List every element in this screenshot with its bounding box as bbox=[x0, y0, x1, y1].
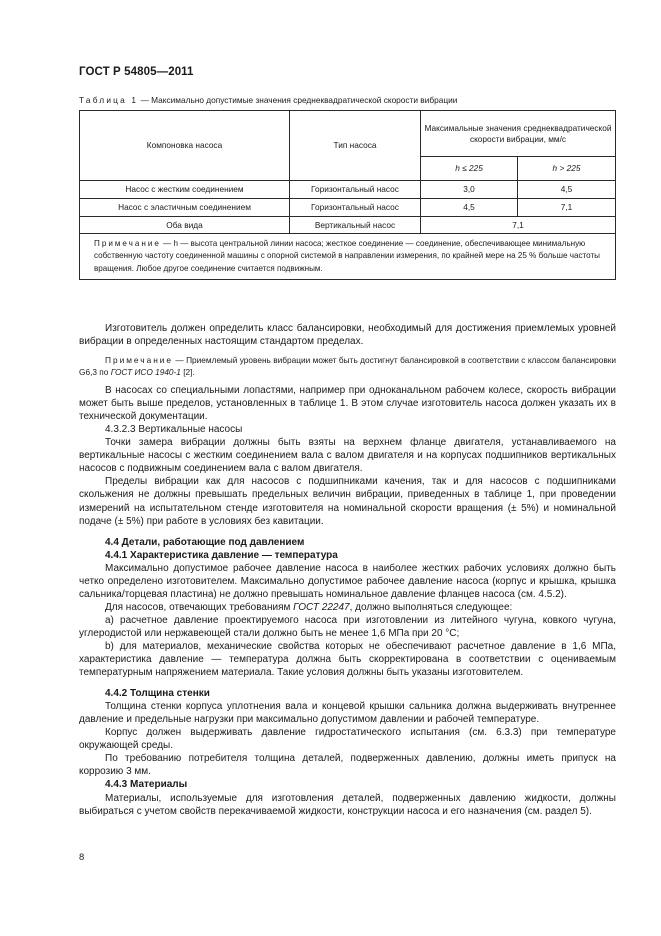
body-text bbox=[79, 322, 616, 818]
table-note-label: Примечание bbox=[94, 239, 161, 248]
cell-type: Горизонтальный насос bbox=[290, 181, 421, 199]
standard-header: ГОСТ Р 54805—2011 bbox=[79, 66, 194, 78]
paragraph: Толщина стенки корпуса уплотнения вала и концевой крышки сальника должна выдерживать внутреннее давление и предельные нагрузки при максимально допустимом давлении и рабочей температуре. bbox=[79, 701, 616, 726]
note-text-end: [2]. bbox=[180, 367, 195, 378]
table-caption-text: — Максимально допустимые значения среднеквадратической скорости вибрации bbox=[138, 95, 458, 105]
list-item: b) для материалов, механические свойства которых не обеспечивают расчетное давление в 1,6 МПа, характеристика давление — температура должна быть скорректирована в соответствии с оцениваемым температурным напряжением материала. Такие условия должны быть указаны изготовителем. bbox=[79, 640, 616, 679]
table-row bbox=[80, 217, 616, 234]
table-caption bbox=[79, 95, 457, 105]
paragraph: Пределы вибрации как для насосов с подшипниками качения, так и для насосов с подшипниками скольжения не должны превышать предельных величин вибрации, приведенных в таблице 1, при проведении измерений на испытательном стенде изготовителя на номинальной скорости вращения (± 5%) и номинальной подаче (± 5%) при работе в условиях без кавитации. bbox=[79, 476, 616, 527]
paragraph: Максимально допустимое рабочее давление насоса в наиболее жестких рабочих условиях должно быть четко определено изготовителем. Максимально допустимое рабочее давление насоса (корпус и крышка, крышка сальника/торцевая пластина) не должно превышать номинальное давление фланцев насоса (см. 4.5.2). bbox=[79, 562, 616, 600]
paragraph: Изготовитель должен определить класс балансировки, необходимый для достижения приемлемых уровней вибрации в определенных настоящим стандартом пределах. bbox=[79, 323, 616, 348]
paragraph: По требованию потребителя толщина деталей, подверженных давлению, должны иметь припуск на коррозию 3 мм. bbox=[79, 753, 616, 778]
cell-value-merged: 7,1 bbox=[421, 217, 616, 234]
vibration-table bbox=[79, 110, 616, 280]
note-text: — Приемлемый уровень вибрации может быть достигнут балансировкой в соответствии с классом балансировки G6,3 по bbox=[79, 355, 616, 378]
cell-layout: Насос с эластичным соединением bbox=[80, 199, 290, 217]
note-paragraph bbox=[79, 354, 616, 378]
note-label: Примечание bbox=[105, 355, 174, 366]
paragraph-reference: ГОСТ 22247 bbox=[293, 601, 350, 613]
cell-layout: Оба вида bbox=[80, 217, 290, 234]
cell-value-h-small: 4,5 bbox=[421, 199, 518, 217]
page-number: 8 bbox=[79, 852, 85, 863]
section-heading: 4.4.3 Материалы bbox=[105, 779, 188, 791]
table-caption-label: Таблица 1 bbox=[79, 95, 139, 105]
col-header-type: Тип насоса bbox=[290, 111, 421, 181]
subheader-h-large: h > 225 bbox=[518, 157, 616, 181]
paragraph: В насосах со специальными лопастями, например при одноканальном рабочем колесе, скорость вибрации может быть выше пределов, установленных в таблице 1. В этом случае изготовитель насоса должен указать их в технической документации. bbox=[79, 385, 616, 423]
list-item: a) расчетное давление проектируемого насоса при изготовлении из литейного чугуна, ковкого чугуна, углеродистой или нержавеющей стали должно быть не менее 1,6 МПа при 20 °С; bbox=[79, 614, 616, 639]
cell-value-h-large: 7,1 bbox=[518, 199, 616, 217]
section-heading: 4.4.2 Толщина стенки bbox=[105, 688, 210, 700]
cell-layout: Насос с жестким соединением bbox=[80, 181, 290, 199]
paragraph: Точки замера вибрации должны быть взяты на верхнем фланце двигателя, устанавливаемого на вертикальные насосы с жестким соединением вала с валом двигателя и на корпусах подшипников вертикальных насосов с подвижным соединением вала с валом двигателя. bbox=[79, 437, 616, 475]
paragraph: Материалы, используемые для изготовления деталей, подверженных давлению жидкости, должны выбираться с учетом свойств перекачиваемой жидкости, конструкции насоса и его назначения (см. раздел 5). bbox=[79, 792, 616, 817]
table-note bbox=[80, 234, 616, 280]
paragraph bbox=[79, 601, 616, 614]
paragraph: Корпус должен выдерживать давление гидростатического испытания (см. 6.3.3) при температуре окружающей среды. bbox=[79, 727, 616, 752]
section-heading: 4.4 Детали, работающие под давлением bbox=[105, 536, 305, 548]
paragraph-text-end: , должно выполняться следующее: bbox=[349, 601, 513, 613]
col-header-max: Максимальные значения среднеквадратической скорости вибрации, мм/с bbox=[421, 111, 616, 157]
table-row bbox=[80, 181, 616, 199]
cell-type: Вертикальный насос bbox=[290, 217, 421, 234]
note-reference: ГОСТ ИСО 1940-1 bbox=[110, 367, 181, 378]
table-row bbox=[80, 199, 616, 217]
cell-value-h-small: 3,0 bbox=[421, 181, 518, 199]
cell-type: Горизонтальный насос bbox=[290, 199, 421, 217]
subheader-h-small: h ≤ 225 bbox=[421, 157, 518, 181]
col-header-layout: Компоновка насоса bbox=[80, 111, 290, 181]
cell-value-h-large: 4,5 bbox=[518, 181, 616, 199]
section-heading: 4.3.2.3 Вертикальные насосы bbox=[105, 424, 243, 436]
section-heading: 4.4.1 Характеристика давление — температура bbox=[105, 549, 338, 561]
paragraph-text: Для насосов, отвечающих требованиям bbox=[105, 601, 294, 613]
table-note-text: — h — высота центральной линии насоса; жесткое соединение — соединение, обеспечивающее минимальную собственную частоту соединенной машины с опорной системой в направлении измерения, по крайней мере на 25 % больше частоты вращения. Любое другое соединение считается подвижным. bbox=[94, 239, 600, 273]
